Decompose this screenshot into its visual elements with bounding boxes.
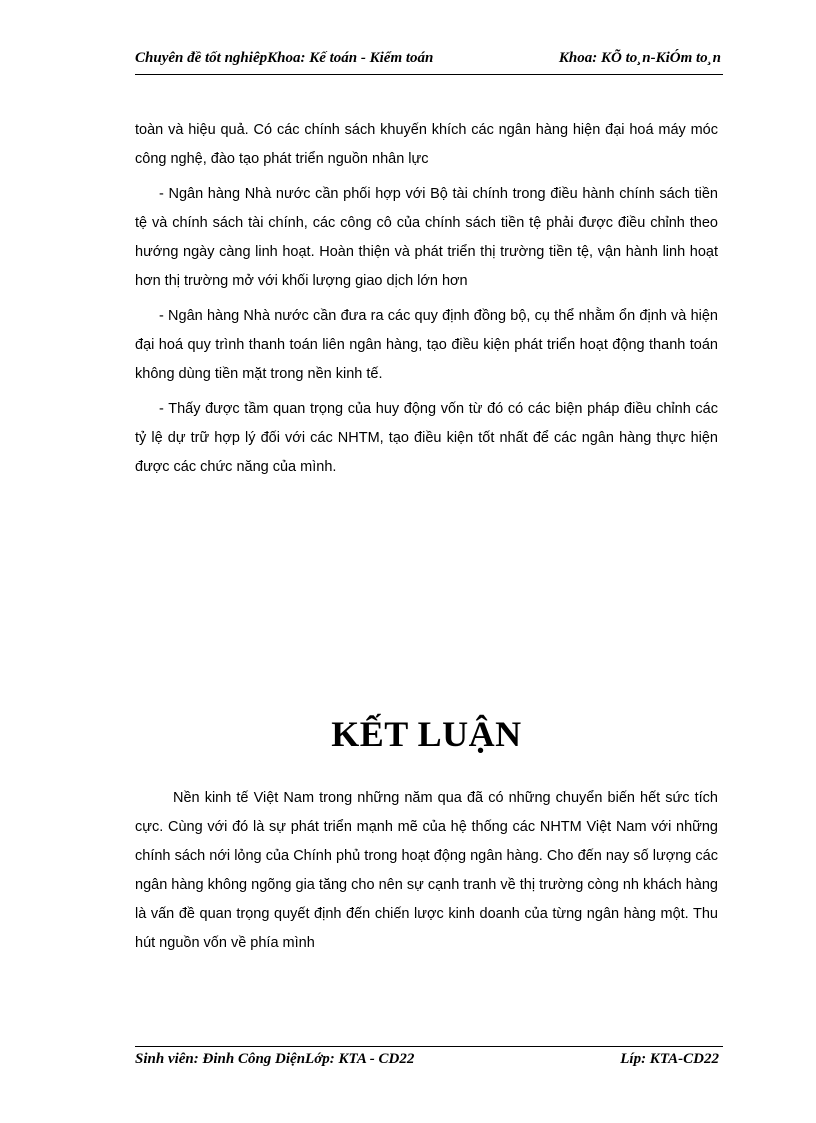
paragraph-monetary-policy: - Ngân hàng Nhà nước cần phối hợp với Bộ tài chính trong điều hành chính sách tiền tệ và chính sách tài chính, các công cô của chính sách tiền tệ phải được điều chỉnh theo hướng ngày càng linh hoạt. Hoàn thiện và phát triển thị trường tiền tệ, vận hành linh hoạt hơn thị trường mở với khối lượng giao dịch lớn hơn bbox=[135, 186, 718, 289]
paragraph-continuation: toàn và hiệu quả. Có các chính sách khuyến khích các ngân hàng hiện đại hoá máy móc công nghệ, đào tạo phát triển nguồn nhân lực bbox=[135, 122, 718, 167]
conclusion-section bbox=[135, 784, 718, 964]
header-right-text: Khoa: KÕ to¸n-KiÓm to¸n bbox=[558, 50, 721, 66]
footer-right-text: Líp: KTA-CD22 bbox=[620, 1051, 719, 1067]
footer-left-text: Sinh viên: Đinh Công DiệnLớp: KTA - CD22 bbox=[135, 1051, 415, 1067]
header-left-text: Chuyên đề tốt nghiêpKhoa: Kế toán - Kiểm toán bbox=[135, 50, 434, 66]
paragraph-payment-system: - Ngân hàng Nhà nước cần đưa ra các quy định đồng bộ, cụ thể nhằm ổn định và hiện đại hoá quy trình thanh toán liên ngân hàng, tạo điều kiện phát triển hoạt động thanh toán không dùng tiền mặt trong nền kinh tế. bbox=[135, 308, 718, 382]
recommendations-section bbox=[135, 116, 718, 488]
paragraph-reserve-ratio: - Thấy được tầm quan trọng của huy động vốn từ đó có các biện pháp điều chỉnh các tỷ lệ dự trữ hợp lý đối với các NHTM, tạo điều kiện tốt nhất để các ngân hàng thực hiện được các chức năng của mình. bbox=[135, 401, 718, 475]
page-header bbox=[135, 48, 723, 75]
conclusion-paragraph: Nền kinh tế Việt Nam trong những năm qua đã có những chuyển biến hết sức tích cực. Cùng với đó là sự phát triển mạnh mẽ của hệ thống các NHTM Việt Nam với những chính sách nới lỏng của Chính phủ trong hoạt động ngân hàng. Cho đến nay số lượng các ngân hàng không ngõng gia tăng cho nên sự cạnh tranh về thị trường còng nh khách hàng là vấn đề quan trọng quyết định đến chiến lược kinh doanh của từng ngân hàng một. Thu hút nguồn vốn về phía mình bbox=[135, 790, 718, 951]
page-footer bbox=[135, 1046, 723, 1071]
conclusion-heading: KẾT LUẬN bbox=[331, 714, 522, 754]
